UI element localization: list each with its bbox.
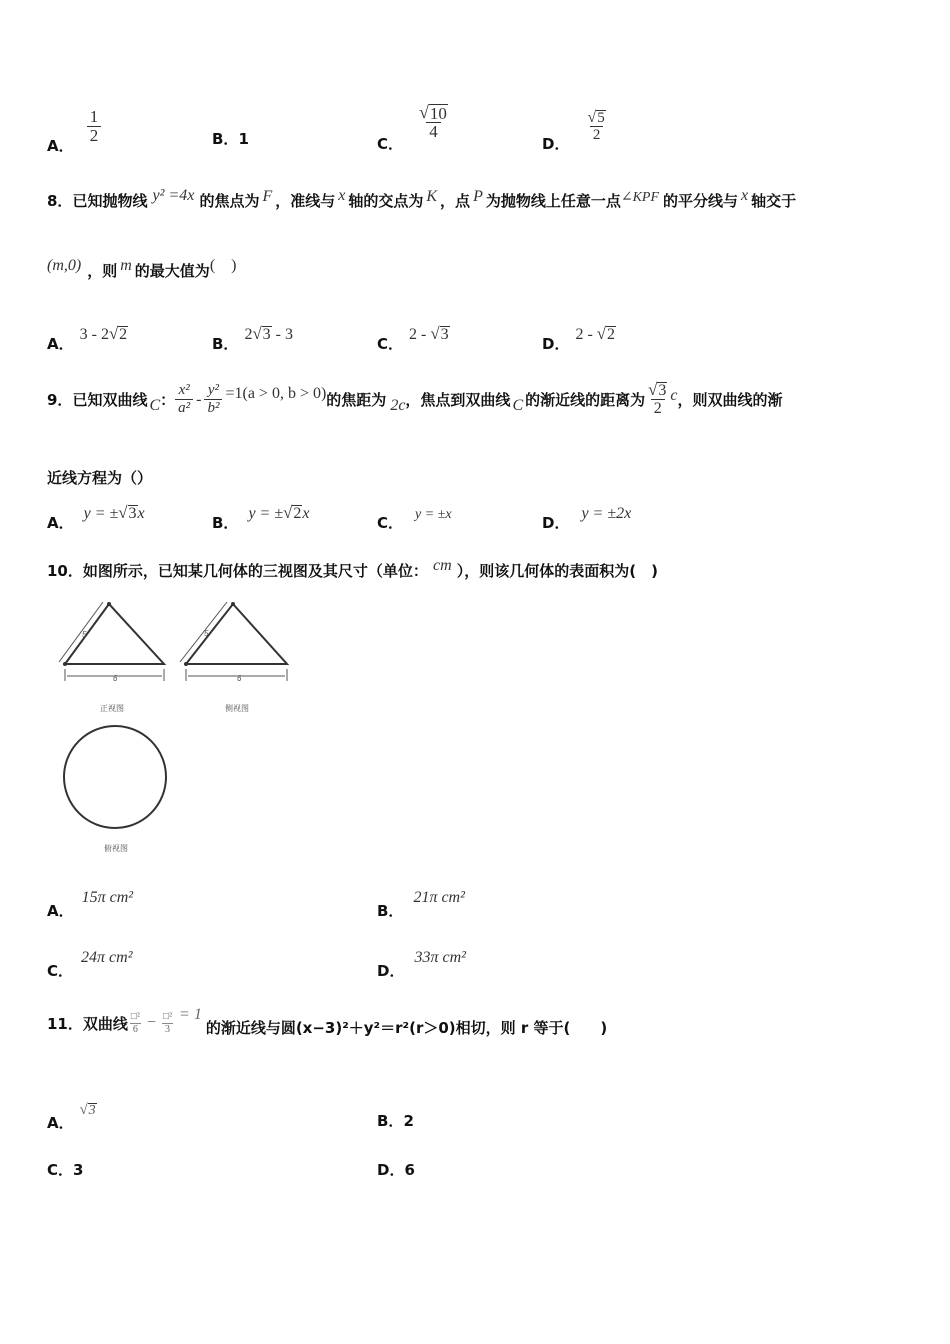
q7-option-b[interactable] <box>212 128 249 149</box>
q8-stem-line1: 8．已知抛物线 y² =4x 的焦点为 F ，准线与 x 轴的交点为 K ，点 P 为抛物线上任意一点∠KPF 的平分线与 x 轴交于 <box>47 187 797 210</box>
option-label: C． <box>47 962 74 980</box>
fraction-y: $\frac{\text{y²}}{\text{b²}}$ <box>204 383 222 416</box>
q8-option-a[interactable]: A．3 - 2 √ 2 <box>47 324 128 353</box>
fraction-1: $\frac{\text{□²}}{6}$ <box>130 1011 140 1035</box>
q11-option-c[interactable] <box>47 1159 83 1180</box>
q8-stem-line2: (m,0) ，则 m 的最大值为( ) <box>47 257 237 280</box>
option-label: C． <box>377 335 404 353</box>
q10-option-a[interactable]: A．15π cm² <box>47 889 134 920</box>
dim-slant-label: 5 <box>82 630 87 639</box>
dim-base-label: 6 <box>237 674 242 683</box>
q9-option-b[interactable]: B．y = ± √ 2 x <box>212 503 310 532</box>
q11-stem: 11． 双曲线 $\frac{\text{□²}}{6}$ − $\frac{\text{□²}}{3}$ = 1 的渐近线与圆(x−3)²＋y²＝r²(r＞0)相切，则 r 等于( ) <box>47 1006 608 1037</box>
top-view <box>64 726 166 853</box>
fraction-x: $\frac{\text{x²}}{\text{a²}}$ <box>175 383 193 416</box>
q9-option-c[interactable]: C． y = ±x <box>377 507 452 532</box>
parabola-equation: y² =4x <box>152 187 195 204</box>
sqrt: √ 5 <box>587 109 605 127</box>
option-label: B． <box>212 335 239 353</box>
sqrt: √ 3 <box>79 1102 96 1118</box>
option-label: D． <box>542 514 570 532</box>
sqrt: √ 2 <box>108 324 128 343</box>
option-label: C． <box>377 135 404 154</box>
q11-option-b[interactable] <box>377 1110 414 1131</box>
fraction-sqrt3-over-2: √ 3 2 <box>645 382 670 418</box>
option-label: B． <box>377 902 404 920</box>
question-number: 8． <box>47 192 73 210</box>
dim-slant-label: 5 <box>204 629 209 638</box>
option-value: 3 <box>73 1161 84 1179</box>
q10-stem: 10．如图所示，已知某几何体的三视图及其尺寸（单位： cm ），则该几何体的表面积为( ) <box>47 557 658 580</box>
option-label: D． <box>542 335 570 353</box>
option-label: A． <box>47 514 74 532</box>
q11-option-d[interactable] <box>377 1159 415 1180</box>
q7-option-d[interactable] <box>542 109 609 154</box>
sqrt: √ 3 <box>118 503 137 522</box>
option-value: 6 <box>404 1161 415 1179</box>
fraction-2: $\frac{\text{□²}}{3}$ <box>162 1011 173 1035</box>
option-value: 2 <box>403 1112 414 1130</box>
side-view-caption: 侧视图 <box>225 704 249 713</box>
option-label: A． <box>47 902 74 920</box>
front-view-caption: 正视图 <box>100 704 124 713</box>
sqrt: √ 3 <box>648 380 667 400</box>
three-view-figure <box>55 596 305 864</box>
sqrt: √ 3 <box>252 324 271 343</box>
fraction: √ 10 4 <box>416 104 451 142</box>
question-number: 10． <box>47 562 83 580</box>
fraction: $\frac{1}{2}$ <box>87 108 102 146</box>
sqrt: √ 2 <box>283 503 302 522</box>
q9-stem-line1: 9． 已知双曲线 C ： $\frac{\text{x²}}{\text{a²}}$ - $\frac{\text{y²}}{\text{b²}}$ =1(a > 0, b > 0) 的焦距为 2c ，焦点到双曲线 C 的渐近线的距离为 √ 3 2 c ，则双曲线的渐 <box>47 380 783 417</box>
question-number: 11． <box>47 1014 83 1033</box>
option-label: A． <box>47 137 74 156</box>
option-label: C． <box>377 514 404 532</box>
q9-option-a[interactable]: A．y = ± √ 3 x <box>47 503 145 532</box>
side-view <box>180 602 287 713</box>
hyperbola-condition: =1(a > 0, b > 0) <box>225 384 327 402</box>
q11-option-a[interactable] <box>47 1098 97 1132</box>
q10-option-d[interactable]: D．33π cm² <box>377 949 466 980</box>
option-label: B． <box>377 1112 404 1130</box>
point: (m,0) <box>47 257 82 274</box>
top-view-caption: 俯视图 <box>104 844 128 853</box>
dim-base-label: 6 <box>113 674 118 683</box>
option-label: B． <box>212 130 239 148</box>
sqrt: √ 2 <box>596 324 615 343</box>
sqrt: √ 3 <box>430 324 449 343</box>
q7-option-a[interactable] <box>47 107 101 156</box>
option-label: A． <box>47 1114 74 1132</box>
q10-option-b[interactable]: B．21π cm² <box>377 889 465 920</box>
q10-option-c[interactable]: C．24π cm² <box>47 949 133 980</box>
option-label: C． <box>47 1161 74 1179</box>
q8-option-c[interactable]: C．2 - √ 3 <box>377 324 449 353</box>
q8-option-d[interactable]: D．2 - √ 2 <box>542 324 615 353</box>
option-label: D． <box>542 135 570 154</box>
option-label: D． <box>377 962 405 980</box>
option-label: B． <box>212 514 239 532</box>
option-label: D． <box>377 1161 405 1179</box>
front-view <box>59 602 164 713</box>
option-value: 1 <box>238 130 249 148</box>
q8-option-b[interactable]: B．2 √ 3 - 3 <box>212 324 293 353</box>
fraction: √ 5 2 <box>585 110 609 144</box>
option-label: A． <box>47 335 74 353</box>
q9-stem-line2: 近线方程为（） <box>47 469 153 487</box>
q7-option-c[interactable] <box>377 102 451 154</box>
sqrt: √ 10 <box>419 102 447 123</box>
question-number: 9． <box>47 391 73 410</box>
q9-option-d[interactable]: D．y = ±2x <box>542 505 632 532</box>
